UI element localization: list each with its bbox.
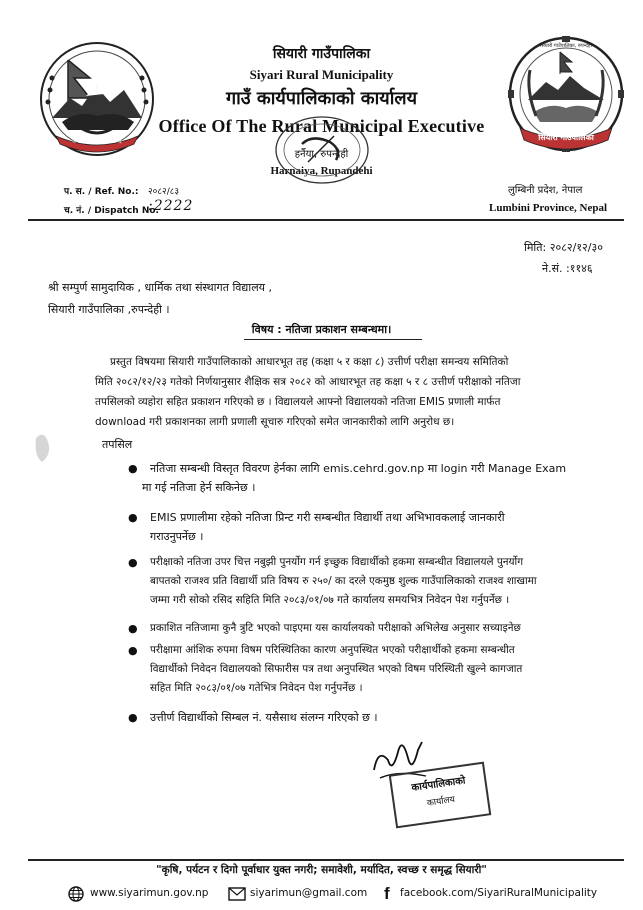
footer-contacts <box>68 886 638 906</box>
letter-date: मिति: २०८२/१२/३० <box>524 241 603 254</box>
office-stamp-line-2: कार्यालय <box>426 795 456 809</box>
list-item-line: प्रकाशित नतिजामा कुनै त्रुटि भएको पाइएमा यस कार्यालयको परीक्षाको अभिलेख अनुसार सच्याइनेछ <box>150 622 521 634</box>
subject-line: विषय : नतिजा प्रकाशन सम्बन्धमा। <box>251 323 392 336</box>
list-item <box>128 553 620 610</box>
addressee-line-1: श्री सम्पुर्ण सामुदायिक , धार्मिक तथा संस्थागत विद्यालय , <box>48 281 273 294</box>
list-item-line: नतिजा सम्बन्धी विस्तृत विवरण हेर्नका लागि emis.cehrd.gov.np मा login गरी Manage Exam <box>150 462 567 475</box>
bullet-dot: ● <box>128 644 138 657</box>
globe-icon <box>68 886 84 905</box>
list-item <box>128 508 620 546</box>
body-paragraph-line-2: मिति २०८२/१२/२३ गतेको निर्णयानुसार शैक्षिक सत्र २०८२ को आधारभूत तह कक्षा ५ र ८ उत्तीर्ण परीक्षाको नतिजा <box>95 376 521 388</box>
body-paragraph-line-4: download गरी प्रकाशनका लागी प्रणाली सूचारु गरिएको समेत जानकारीको लागि अनुरोध छ। <box>95 416 455 428</box>
bullet-dot: ● <box>128 511 138 524</box>
list-item-line: जम्मा गरी सोको रसिद सहिति मिति २०८३/०१/०७ गते कार्यालय समयभित्र निवेदन पेश गर्नुपर्नेछ । <box>150 594 510 606</box>
header-divider <box>28 219 624 221</box>
list-item-line: विद्यार्थीको निवेदन विद्यालयको सिफारीस पत्र तथा अनुपस्थित भएको विषम परिस्थिती खुल्ने कागजात <box>150 663 523 675</box>
right-emblem-caption: सियारी गाउँपालिका <box>538 133 594 142</box>
subject-underline <box>244 339 422 340</box>
dispatch-number-value: :2222 <box>148 198 194 214</box>
footer-slogan: "कृषि, पर्यटन र दिगो पूर्वाधार युक्त नगरी; समावेशी, मर्यादित, स्वच्छ र समृद्ध सियारी" <box>156 864 487 876</box>
list-item-line: मा गई नतिजा हेर्न सकिनेछ । <box>142 481 256 494</box>
email-icon <box>228 887 246 904</box>
office-place-np: हर्नैया, रुपन्देही <box>294 149 349 160</box>
body-paragraph-line-3: तपसिलको व्यहोरा सहित प्रकाशन गरिएको छ । विद्यालयले आफ्नो विद्यालयको नतिजा EMIS प्रणाली मार्फत <box>95 396 501 408</box>
tapsil-heading: तपसिल <box>102 438 133 451</box>
addressee-line-2: सियारी गाउँपालिका ,रुपन्देही । <box>48 303 170 316</box>
scan-smudge <box>30 428 56 468</box>
facebook-link[interactable]: facebook.com/SiyariRuralMunicipality <box>400 887 598 899</box>
body-paragraph-line-1: प्रस्तुत विषयमा सियारी गाउँपालिकाको आधारभूत तह (कक्षा ५ र कक्षा ८) उत्तीर्ण परीक्षा समन्वय समितिको <box>110 356 509 368</box>
website-link[interactable]: www.siyarimun.gov.np <box>90 887 209 899</box>
list-item-line: EMIS प्रणालीमा रहेको नतिजा प्रिन्ट गरी सम्बन्धीत विद्यार्थी तथा अभिभावकलाई जानकारी <box>150 511 505 524</box>
list-item <box>128 459 620 497</box>
list-item-line: सहित मिति २०८३/०१/०७ गतेभित्र निवेदन पेश गर्नुपर्नेछ । <box>150 682 363 694</box>
ref-number-value: २०८२/८३ <box>148 187 180 197</box>
province-en: Lumbini Province, Nepal <box>489 202 608 214</box>
dispatch-stamp <box>272 114 372 186</box>
bullet-dot: ● <box>128 711 138 724</box>
facebook-icon: f <box>384 884 390 903</box>
bullet-dot: ● <box>128 622 138 635</box>
right-emblem-year: २०७३ <box>559 121 573 128</box>
office-name-np: गाउँ कार्यपालिकाको कार्यालय <box>225 88 418 109</box>
list-item-line: बापतको राजश्व प्रति विद्यार्थी प्रति विषय रु २५०/ का दरले एकमुष्ठ शुल्क गाउँपालिकाको राजश्व शाखामा <box>150 575 537 587</box>
office-place-en: Harnaiya, Rupandehi <box>270 165 373 177</box>
ref-number-label: प. स. / Ref. No.: <box>64 187 139 197</box>
email-link[interactable]: siyarimun@gmail.com <box>250 887 368 899</box>
left-emblem-caption: जनता जनार्दनमेव शपथमिदं <box>72 139 122 145</box>
bullet-dot: ● <box>128 556 138 569</box>
dispatch-number-label: च. नं. / Dispatch No. <box>64 206 159 216</box>
list-item <box>128 641 620 698</box>
province-np: लुम्बिनी प्रदेश, नेपाल <box>508 185 583 196</box>
municipality-name-en: Siyari Rural Municipality <box>249 67 394 82</box>
footer-divider <box>28 859 624 861</box>
right-emblem-arc-text: सियारी गाउँपालिका, रुपन्देही <box>540 43 592 49</box>
nepal-sambat-date: ने.सं. :११४६ <box>542 262 593 275</box>
list-item <box>128 619 620 638</box>
list-item-line: गराउनुपर्नेछ । <box>150 530 204 543</box>
office-name-en: Office Of The Rural Municipal Executive <box>158 116 485 136</box>
municipality-name-np: सियारी गाउँपालिका <box>272 46 371 62</box>
list-item-line: उत्तीर्ण विद्यार्थीको सिम्बल नं. यसैसाथ संलग्न गरिएको छ । <box>150 711 378 724</box>
list-item-line: परीक्षाको नतिजा उपर चित्त नबुझी पुनर्योग गर्न इच्छुक विद्यार्थीको हकमा सम्बन्धीत विद्यालयले पुनर्योग <box>150 556 524 568</box>
list-item-line: परीक्षामा आंशिक रुपमा विषम परिस्थितिका कारण अनुपस्थित भएको परीक्षार्थीको हकमा सम्बन्धीत <box>150 644 515 656</box>
bullet-dot: ● <box>128 462 138 475</box>
list-item <box>128 708 620 727</box>
office-stamp-line-1: कार्यपालिकाको <box>410 775 467 794</box>
